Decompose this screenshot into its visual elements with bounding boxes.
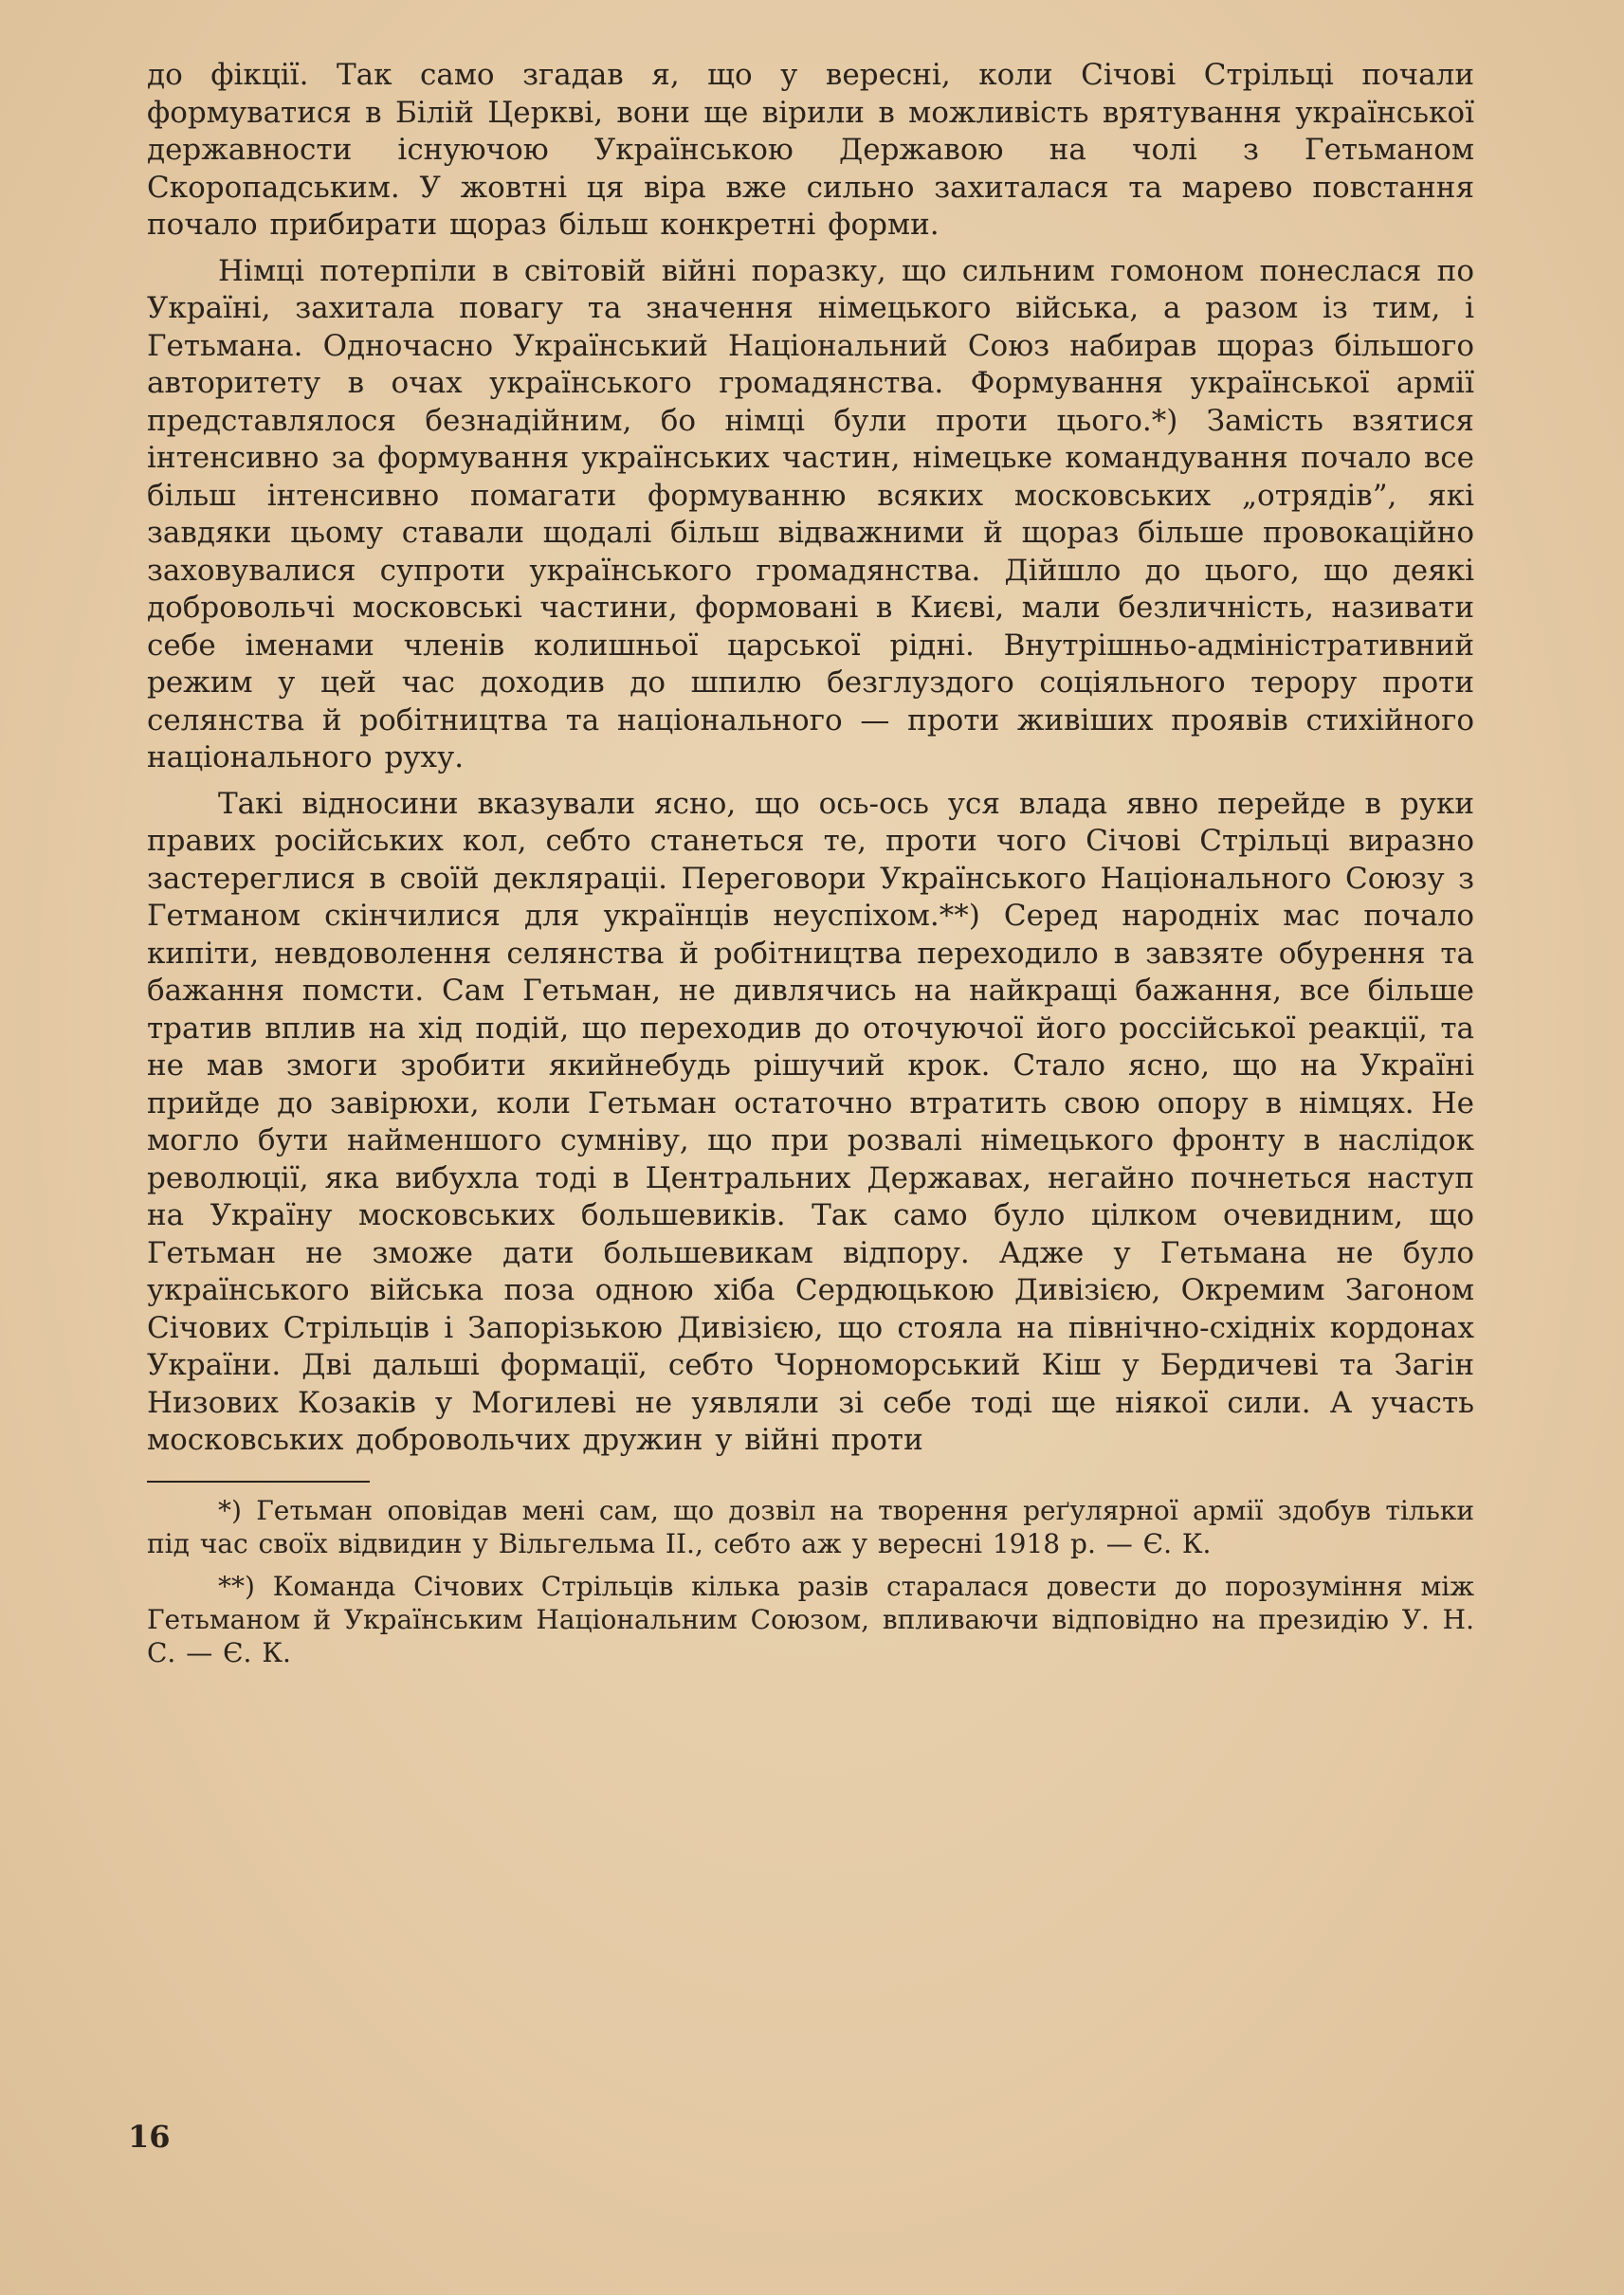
footnote-2: **) Команда Січових Стрільців кілька разів старалася довести до порозуміння між Гетьманом й Українським Національним Союзом, впливаючи відповідно на президію У. Н. С. — Є. К.	[147, 1570, 1474, 1668]
paragraph-3: Такі відносини вказували ясно, що ось-ось уся влада явно перейде в руки правих російських кол, себто станеться те, проти чого Січові Стрільці виразно застереглися в своїй декляраціі. Переговори Українського Національного Союзу з Гетманом скінчилися для українців неуспіхом.**) Серед народніх мас почало кипіти, невдоволення селянства й робітництва переходило в завзяте обурення та бажання помсти. Сам Гетьман, не дивлячись на найкращі бажання, все більше тратив вплив на хід подій, що переходив до оточуючої його россійської реакції, та не мав змоги зробити якийнебудь рішучий крок. Стало ясно, що на Україні прийде до завірюхи, коли Гетьман остаточно втратить свою опору в німцях. Не могло бути найменшого сумніву, що при розвалі німецького фронту в наслідок революції, яка вибухла тоді в Центральних Державах, негайно почнеться наступ на Україну московських большевиків. Так само було цілком очевидним, що Гетьман не зможе дати большевикам відпору. Адже у Гетьмана не було українського війська поза одною хіба Сердюцькою Дивізією, Окремим Загоном Січових Стрільців і Запорізькою Дивізією, що стояла на північно-східніх кордонах України. Дві дальші формації, себто Чорноморський Кіш у Бердичеві та Загін Низових Козаків у Могилеві не уявляли зі себе тоді ще ніякої сили. А участь московських добровольчих дружин у війні проти	[147, 786, 1474, 1457]
page-number: 16	[128, 2119, 171, 2155]
page-text	[147, 57, 1474, 1669]
footnote-divider	[147, 1481, 370, 1483]
footnote-1: *) Гетьман оповідав мені сам, що дозвіл на творення реґулярної армії здобув тільки під час своїх відвидин у Вільгельма II., себто аж у вересні 1918 р. — Є. К.	[147, 1494, 1474, 1559]
paragraph-2: Німці потерпіли в світовій війні поразку, що сильним гомоном понеслася по Україні, захитала повагу та значення німецького війська, а разом із тим, і Гетьмана. Одночасно Український Національний Союз набирав щораз більшого авторитету в очах українського громадянства. Формування української армії представлялося безнадійним, бо німці були проти цього.*) Замість взятися інтенсивно за формування українських частин, німецьке командування почало все більш інтенсивно помагати формуванню всяких московських „отрядів”, які завдяки цьому ставали щодалі більш відважними й щораз більше провокаційно заховувалися супроти українського громадянства. Дійшло до цього, що деякі добровольчі московські частини, формовані в Києві, мали безличність, називати себе іменами членів колишньої царської рідні. Внутрішньо-адміністративний режим у цей час доходив до шпилю безглуздого соціяльного терору проти селянства й робітництва та національного — проти живіших проявів стихійного національного руху.	[147, 253, 1474, 774]
paragraph-1: до фікції. Так само згадав я, що у вересні, коли Січові Стрільці почали формуватися в Білій Церкві, вони ще вірили в можливість врятування української державности існуючою Українською Державою на чолі з Гетьманом Скоропадським. У жовтні ця віра вже сильно захиталася та марево повстання почало прибирати щораз більш конкретні форми.	[147, 58, 1474, 242]
